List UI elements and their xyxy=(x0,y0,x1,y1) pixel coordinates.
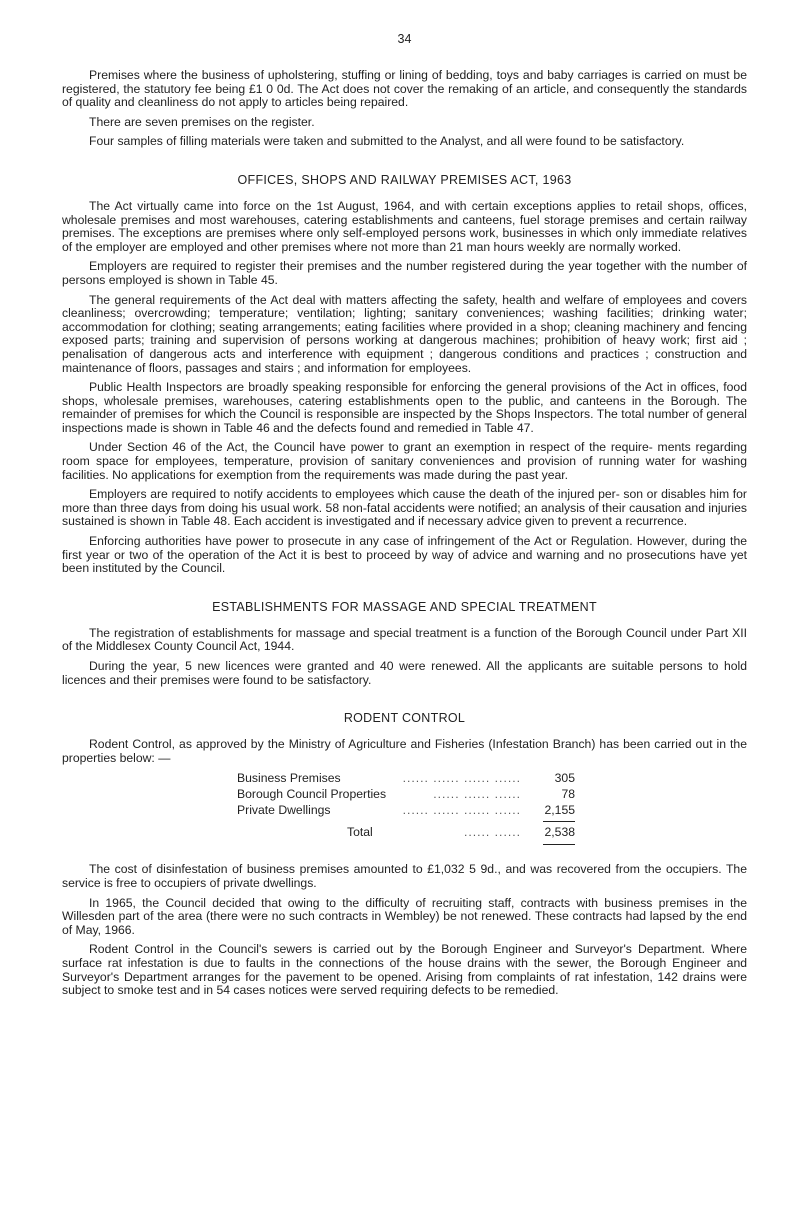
rodent-table xyxy=(237,771,575,845)
row-value: 305 xyxy=(554,771,575,786)
row-label: Business Premises xyxy=(237,771,341,786)
row-value: 78 xyxy=(561,787,575,802)
total-label: Total xyxy=(347,825,373,840)
paragraph: The cost of disinfestation of business premises amounted to £1,032 5 9d., and was recovered from the occupiers. The service is free to occupiers of private dwellings. xyxy=(62,862,747,890)
paragraph: There are seven premises on the register. xyxy=(89,114,315,129)
section-heading: RODENT CONTROL xyxy=(343,711,466,726)
paragraph: Under Section 46 of the Act, the Council have power to grant an exemption in respect of the require- ments regarding room space for employees, temperature, provision of sanitary conveniences and provision of running water for washing facilities. No applications for exemption from the requirements was made during the past year. xyxy=(62,440,747,482)
row-value: 2,155 xyxy=(544,803,575,818)
row-label: Private Dwellings xyxy=(237,803,331,818)
intro-section xyxy=(62,69,747,149)
paragraph: Rodent Control in the Council's sewers is carried out by the Borough Engineer and Surveyor's Department. Where surface rat infestation is due to faults in the connections of the house drains with the sewer, the Borough Engineer and Surveyor's Department arranges for the pavement to be opened. Arising from complaints of rat infestation, 142 drains were subject to smoke test and in 54 cases notices were served requiring defects to be remedied. xyxy=(62,942,747,998)
paragraph: Four samples of filling materials were taken and submitted to the Analyst, and all were found to be satisfactory. xyxy=(89,134,685,149)
paragraph: Employers are required to notify accidents to employees which cause the death of the injured per- son or disables him for more than three days from doing his usual work. 58 non-fatal accidents were notified; an analysis of their causation and injuries sustained is shown in Table 48. Each accident is investigated and if necessary advice given to prevent a recurrence. xyxy=(62,487,747,529)
table-row xyxy=(237,803,575,819)
total-value: 2,538 xyxy=(544,825,575,840)
offices-section xyxy=(62,173,747,576)
total-rule xyxy=(543,821,575,822)
paragraph: Employers are required to register their premises and the number registered during the year together with the number of persons employed is shown in Table 45. xyxy=(62,259,747,287)
paragraph: The Act virtually came into force on the 1st August, 1964, and with certain exceptions applies to retail shops, offices, wholesale premises and most warehouses, catering establishments and canteens, fuel storage premises and certain railway premises. The exceptions are premises where only self-employed persons work, businesses in which only immediate relatives of the employer are employed and other premises where not more than 21 man hours weekly are normally worked. xyxy=(62,198,747,254)
table-row xyxy=(237,771,575,787)
total-row xyxy=(237,825,575,841)
paragraph: Public Health Inspectors are broadly speaking responsible for enforcing the general provisions of the Act in offices, food shops, wholesale premises, warehouses, catering establishments open to the public, and canteens in the Borough. The remainder of premises for which the Council is responsible are inspected by the Shops Inspectors. The total number of general inspections made is shown in Table 46 and the defects found and remedied in Table 47. xyxy=(62,380,747,435)
page-number: 34 xyxy=(397,32,412,46)
paragraph: In 1965, the Council decided that owing to the difficulty of recruiting staff, contracts with business premises in the Willesden part of the area (there were no such contracts in Wembley) be not renewed. These contracts had lapsed by the end of May, 1966. xyxy=(62,895,747,937)
leader-dots: ...... ...... ...... ...... xyxy=(402,771,521,786)
row-label: Borough Council Properties xyxy=(237,787,387,802)
leader-dots: ...... ...... xyxy=(463,825,521,840)
paragraph: Enforcing authorities have power to prosecute in any case of infringement of the Act or Regulation. However, during the first year or two of the operation of the Act it is best to proceed by way of advice and warning and no prosecutions have yet been instituted by the Council. xyxy=(62,534,747,576)
section-heading: OFFICES, SHOPS AND RAILWAY PREMISES ACT, 1963 xyxy=(237,172,572,187)
paragraph: The registration of establishments for massage and special treatment is a function of the Borough Council under Part XII of the Middlesex County Council Act, 1944. xyxy=(62,625,747,654)
leader-dots: ...... ...... ...... xyxy=(433,787,521,802)
rodent-section xyxy=(62,711,747,998)
paragraph: Premises where the business of upholstering, stuffing or lining of bedding, toys and baby carriages is carried on must be registered, the statutory fee being £1 0 0d. The Act does not cover the remaking of an article, and consequently the standards of quality and cleanliness do not apply to articles being repaired. xyxy=(62,68,747,110)
leader-dots: ...... ...... ...... ...... xyxy=(402,803,521,818)
paragraph: Rodent Control, as approved by the Ministry of Agriculture and Fisheries (Infestation Branch) has been carried out in the properties below: — xyxy=(62,737,747,765)
massage-section xyxy=(62,600,747,687)
paragraph: The general requirements of the Act deal with matters affecting the safety, health and welfare of employees and covers cleanliness; overcrowding; temperature; ventilation; lighting; sanitary conveniences; washing facilities; drinking water; accommodation for clothing; seating arrangements; eating facilities where provided in a shop; cleaning machinery and fencing exposed parts; training and supervision of persons working at dangerous machines; prohibition of heavy work; first aid ; penalisation of dangerous acts and interference with equipment ; dangerous conditions and practices ; construction and maintenance of floors, passages and stairs ; and information for employees. xyxy=(62,292,747,375)
table-row xyxy=(237,787,575,803)
total-rule xyxy=(543,844,575,845)
section-heading: ESTABLISHMENTS FOR MASSAGE AND SPECIAL TREATMENT xyxy=(212,599,597,614)
paragraph: During the year, 5 new licences were granted and 40 were renewed. All the applicants are suitable persons to hold licences and their premises were found to be satisfactory. xyxy=(62,659,747,687)
